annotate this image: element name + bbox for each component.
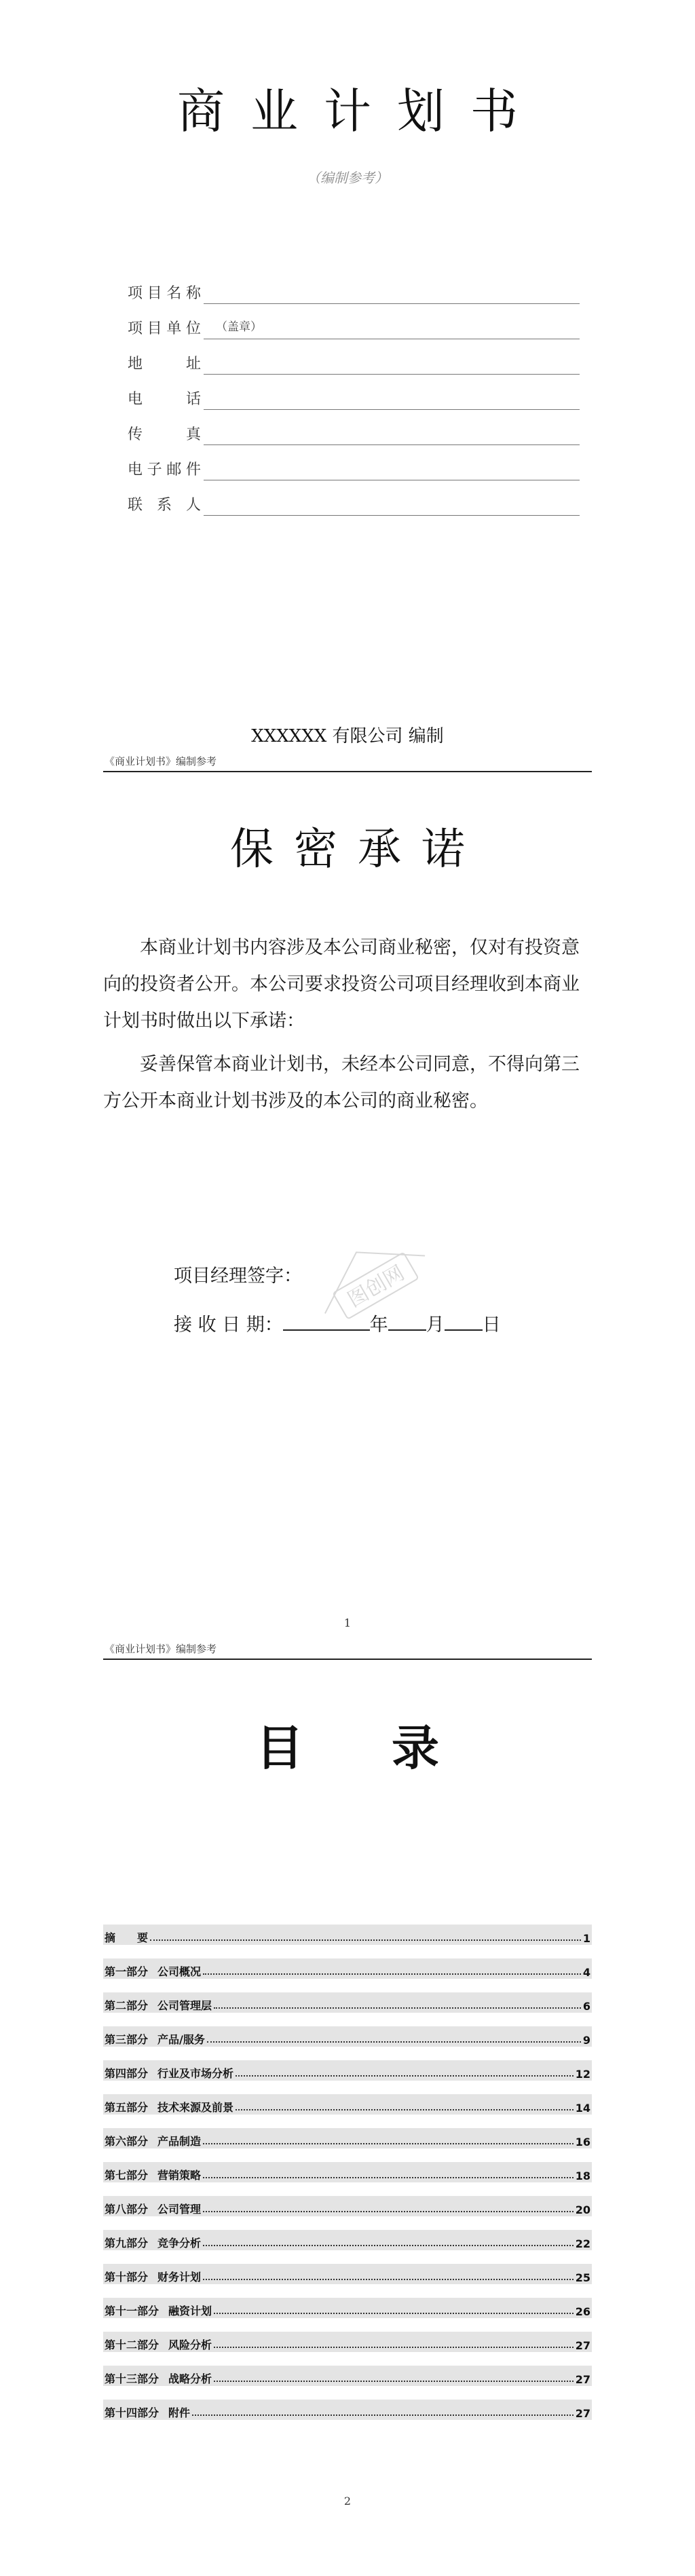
toc-entry-part: 第二部分	[105, 1999, 149, 2012]
month-blank[interactable]	[388, 1313, 426, 1331]
toc-entry-part: 第四部分	[105, 2067, 149, 2080]
toc-entry-part: 第五部分	[105, 2101, 149, 2114]
toc-dot-leader	[150, 1939, 581, 1941]
toc-entry-page: 20	[575, 2203, 590, 2216]
form-label: 项目单位	[128, 320, 201, 337]
toc-entry[interactable]	[103, 2162, 592, 2182]
toc-entry-part: 第六部分	[105, 2135, 149, 2148]
cover-title: 商业计划书	[177, 83, 544, 139]
toc-entry-title: 产品制造	[157, 2135, 202, 2148]
toc-entry[interactable]	[103, 2128, 592, 2148]
form-label: 传真	[128, 426, 201, 443]
toc-entry-title: 融资计划	[168, 2305, 212, 2317]
page-number: 2	[343, 2495, 352, 2507]
toc-dot-leader	[192, 2414, 574, 2416]
compiler-company: XXXXXX 有限公司 编制	[251, 726, 444, 746]
month-label: 月	[426, 1314, 445, 1336]
toc-entry-page: 27	[575, 2373, 590, 2386]
toc-entry-page: 9	[582, 2034, 590, 2047]
watermark-text: 图创网	[343, 1261, 409, 1312]
toc-entry-page: 27	[575, 2407, 590, 2420]
toc-entry-title: 风险分析	[168, 2338, 212, 2351]
day-label: 日	[482, 1314, 501, 1336]
confidentiality-paragraph: 妥善保管本商业计划书，未经本公司同意，不得向第三方公开本商业计划书涉及的本公司的商业秘密。	[103, 1054, 580, 1112]
toc-entry-part: 第九部分	[105, 2237, 149, 2250]
form-field-line[interactable]	[204, 424, 580, 445]
manager-signature-row	[174, 1261, 302, 1287]
toc-entry[interactable]	[103, 2298, 592, 2318]
form-label: 电子邮件	[128, 461, 201, 478]
signature-label: 项目经理签字：	[174, 1266, 302, 1287]
form-row-address	[128, 341, 580, 376]
toc-entry[interactable]	[103, 2094, 592, 2115]
toc-entry[interactable]	[103, 2196, 592, 2216]
day-blank[interactable]	[445, 1313, 483, 1331]
toc-entry[interactable]	[103, 2332, 592, 2352]
toc-entry-page: 6	[582, 2000, 590, 2013]
year-blank[interactable]	[283, 1313, 370, 1331]
toc-dot-leader	[203, 1973, 581, 1975]
form-row-project-unit	[128, 305, 580, 341]
toc-entry-part: 第十一部分	[105, 2305, 159, 2317]
running-header	[103, 1640, 592, 1660]
toc-entry-part: 第七部分	[105, 2169, 149, 2182]
form-label: 联系人	[128, 497, 201, 514]
confidentiality-title: 保密承诺	[230, 825, 485, 875]
toc-dot-leader	[203, 2177, 574, 2178]
toc-entry-page: 4	[582, 1966, 590, 1979]
form-row-phone	[128, 376, 580, 411]
toc-entry[interactable]	[103, 2060, 592, 2081]
toc-entry-page: 26	[575, 2305, 590, 2318]
receipt-date-row	[174, 1310, 501, 1336]
toc-entry-part: 第十四部分	[105, 2406, 159, 2419]
toc-entry-page: 22	[575, 2237, 590, 2250]
form-hint: （盖章）	[216, 320, 262, 334]
toc-entry[interactable]	[103, 1958, 592, 1979]
cover-subtitle: （编制参考）	[307, 170, 388, 186]
toc-entry[interactable]	[103, 2026, 592, 2047]
toc-dot-leader	[214, 2381, 574, 2382]
toc-entry-title: 战略分析	[168, 2372, 212, 2385]
toc-entry-page: 25	[575, 2271, 590, 2284]
toc-entry-title: 行业及市场分析	[157, 2067, 234, 2080]
toc-entry-part: 第一部分	[105, 1965, 149, 1978]
date-label: 接 收 日 期：	[174, 1314, 283, 1336]
form-row-project-name	[128, 270, 580, 305]
running-header-text: 《商业计划书》编制参考	[105, 755, 217, 768]
toc-entry-page: 14	[575, 2102, 590, 2115]
confidentiality-paragraph: 本商业计划书内容涉及本公司商业秘密，仅对有投资意向的投资者公开。本公司要求投资公司项目经理收到本商业计划书时做出以下承诺：	[103, 937, 580, 1031]
page-number: 1	[343, 1616, 352, 1629]
form-field-line[interactable]	[204, 354, 580, 375]
toc-entry-title: 财务计划	[157, 2271, 202, 2284]
toc-entry-page: 27	[575, 2339, 590, 2352]
form-label: 地址	[128, 356, 201, 373]
toc-entry[interactable]	[103, 2400, 592, 2420]
toc-entry-title: 营销策略	[157, 2169, 202, 2182]
toc-entry[interactable]	[103, 1925, 592, 1945]
toc-entry-part: 第十部分	[105, 2271, 149, 2284]
form-field-line[interactable]	[204, 495, 580, 516]
toc-entry-page: 18	[575, 2170, 590, 2182]
year-label: 年	[369, 1314, 388, 1336]
toc-entry-title: 公司管理	[157, 2203, 202, 2216]
form-row-email	[128, 447, 580, 482]
toc-entry-title: 技术来源及前景	[157, 2101, 234, 2114]
toc-entry-part: 第十二部分	[105, 2338, 159, 2351]
toc-dot-leader	[203, 2245, 574, 2246]
toc-entry-title: 附件	[168, 2406, 191, 2419]
table-of-contents	[103, 1925, 592, 2433]
form-row-contact	[128, 482, 580, 517]
toc-entry[interactable]	[103, 2366, 592, 2386]
toc-entry-part: 第三部分	[105, 2033, 149, 2046]
toc-dot-leader	[236, 2109, 574, 2110]
toc-dot-leader	[214, 2347, 574, 2348]
toc-entry-page: 12	[575, 2068, 590, 2081]
toc-entry[interactable]	[103, 1992, 592, 2013]
toc-entry-title: 产品/服务	[157, 2033, 205, 2046]
toc-entry-part: 摘 要	[105, 1931, 149, 1944]
toc-entry[interactable]	[103, 2230, 592, 2250]
toc-dot-leader	[214, 2313, 574, 2314]
toc-entry-title: 公司概况	[157, 1965, 202, 1978]
toc-dot-leader	[214, 2007, 581, 2009]
toc-dot-leader	[207, 2041, 581, 2043]
toc-dot-leader	[236, 2075, 574, 2077]
toc-entry-page: 1	[582, 1932, 590, 1945]
toc-dot-leader	[203, 2279, 574, 2280]
toc-entry-title: 公司管理层	[157, 1999, 212, 2012]
toc-entry[interactable]	[103, 2264, 592, 2284]
toc-entry-part: 第八部分	[105, 2203, 149, 2216]
form-row-fax	[128, 411, 580, 447]
running-header-text: 《商业计划书》编制参考	[105, 1643, 217, 1655]
form-field-line[interactable]	[204, 459, 580, 480]
form-label: 项目名称	[128, 285, 201, 302]
form-field-line[interactable]	[204, 283, 580, 304]
toc-dot-leader	[203, 2143, 574, 2144]
toc-title: 目录	[256, 1720, 527, 1776]
running-header	[103, 752, 592, 772]
form-field-line[interactable]	[204, 389, 580, 410]
form-label: 电话	[128, 391, 201, 408]
toc-entry-part: 第十三部分	[105, 2372, 159, 2385]
toc-dot-leader	[203, 2211, 574, 2212]
toc-entry-page: 16	[575, 2136, 590, 2148]
toc-entry-title: 竞争分析	[157, 2237, 202, 2250]
